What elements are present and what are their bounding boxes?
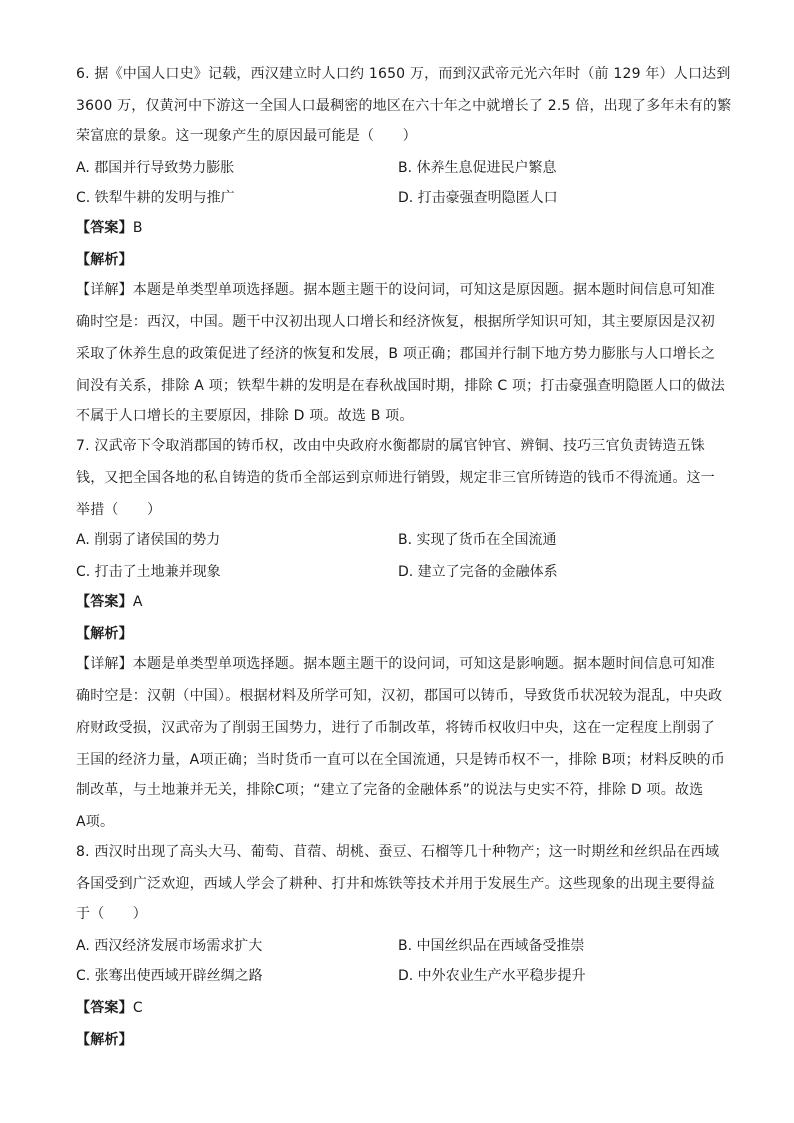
q7-detail-line-3: 府财政受损，汉武帝为了削弱王国势力，进行了币制改革，将铸币权收归中央，这在一定程度上削弱了: [76, 720, 715, 736]
q6-answer-label: 【答案】: [76, 220, 133, 236]
q8-answer-value: C: [132, 1000, 143, 1016]
q7-detail-line-5: 制改革，与土地兼并无关，排除C项；“建立了完备的金融体系”的说法与史实不符，排除 D 项。故选: [76, 782, 704, 798]
q6-answer-value: B: [132, 220, 143, 236]
q6-answer: [76, 218, 716, 238]
q8-option-a: A. 西汉经济发展市场需求扩大: [76, 938, 263, 954]
q6-detail-line-2: 确时空是：西汉，中国。题干中汉初出现人口增长和经济恢复，根据所学知识可知，其主要原因是汉初: [76, 314, 715, 330]
q7-answer-value: A: [132, 594, 143, 610]
q6-option-d: D. 打击豪强查明隐匿人口: [398, 190, 558, 206]
q6-analysis-label: 【解析】: [76, 252, 133, 268]
q6-detail-line-4: 间没有关系，排除 A 项；铁犁牛耕的发明是在春秋战国时期，排除 C 项；打击豪强查明隐匿人口的做法: [76, 378, 725, 394]
q7-stem-line-2: 钱，又把全国各地的私自铸造的货币全部运到京师进行销毁，规定非三官所铸造的钱币不得流通。这一: [76, 470, 715, 486]
q7-stem-line-3: 举措（ ）: [76, 502, 162, 518]
q8-analysis-label: 【解析】: [76, 1032, 133, 1048]
q6-stem-line-2: 3600 万，仅黄河中下游这一全国人口最稠密的地区在六十年之中就增长了 2.5 倍，出现了多年未有的繁: [76, 98, 732, 114]
q8-option-b: B. 中国丝织品在西域备受推崇: [398, 938, 585, 954]
q7-option-a: A. 削弱了诸侯国的势力: [76, 532, 221, 548]
q6-option-c: C. 铁犁牛耕的发明与推广: [76, 190, 235, 206]
q7-detail-line-4: 王国的经济力量，A项正确；当时货币一直可以在全国流通，只是铸币权不一，排除 B项；材料反映的币: [76, 752, 726, 768]
q7-analysis-label: 【解析】: [76, 626, 133, 642]
q7-answer: [76, 592, 716, 612]
q7-detail-line-6: A项。: [76, 814, 115, 830]
q8-option-c: C. 张骞出使西域开辟丝绸之路: [76, 968, 263, 984]
q8-stem-line-1: 8. 西汉时出现了高头大马、葡萄、苜蓿、胡桃、蚕豆、石榴等几十种物产；这一时期丝和丝织品在西域: [76, 844, 720, 860]
q6-option-b: B. 休养生息促进民户繁息: [398, 160, 557, 176]
q8-answer-label: 【答案】: [76, 1000, 133, 1016]
q7-detail-line-2: 确时空是：汉朝（中国）。根据材料及所学可知，汉初，郡国可以铸币，导致货币状况较为混乱，中央政: [76, 688, 723, 704]
q6-stem-line-1: 6. 据《中国人口史》记载，西汉建立时人口约 1650 万，而到汉武帝元光六年时（前 129 年）人口达到: [76, 66, 731, 82]
q7-detail-line-1: 【详解】本题是单类型单项选择题。据本题主题干的设问词，可知这是影响题。据本题时间信息可知准: [76, 656, 715, 672]
q6-detail-line-5: 不属于人口增长的主要原因，排除 D 项。故选 B 项。: [76, 408, 414, 424]
q7-option-b: B. 实现了货币在全国流通: [398, 532, 557, 548]
q6-detail-line-3: 采取了休养生息的政策促进了经济的恢复和发展，B 项正确；郡国并行制下地方势力膨胀与人口增长之: [76, 346, 716, 362]
q7-stem-line-1: 7. 汉武帝下令取消郡国的铸币权，改由中央政府水衡都尉的属官钟官、辨铜、技巧三官负责铸造五铢: [76, 438, 706, 454]
q7-answer-label: 【答案】: [76, 594, 133, 610]
q6-stem-line-3: 荣富庶的景象。这一现象产生的原因最可能是（ ）: [76, 128, 417, 144]
q6-option-a: A. 郡国并行导致势力膨胀: [76, 160, 235, 176]
q8-stem-line-2: 各国受到广泛欢迎，西域人学会了耕种、打井和炼铁等技术并用于发展生产。这些现象的出现主要得益: [76, 876, 715, 892]
q8-answer: [76, 998, 716, 1018]
q8-option-d: D. 中外农业生产水平稳步提升: [398, 968, 586, 984]
q8-stem-line-3: 于（ ）: [76, 906, 147, 922]
q7-option-d: D. 建立了完备的金融体系: [398, 564, 558, 580]
q6-detail-line-1: 【详解】本题是单类型单项选择题。据本题主题干的设问词，可知这是原因题。据本题时间信息可知准: [76, 282, 715, 298]
q7-option-c: C. 打击了土地兼并现象: [76, 564, 221, 580]
